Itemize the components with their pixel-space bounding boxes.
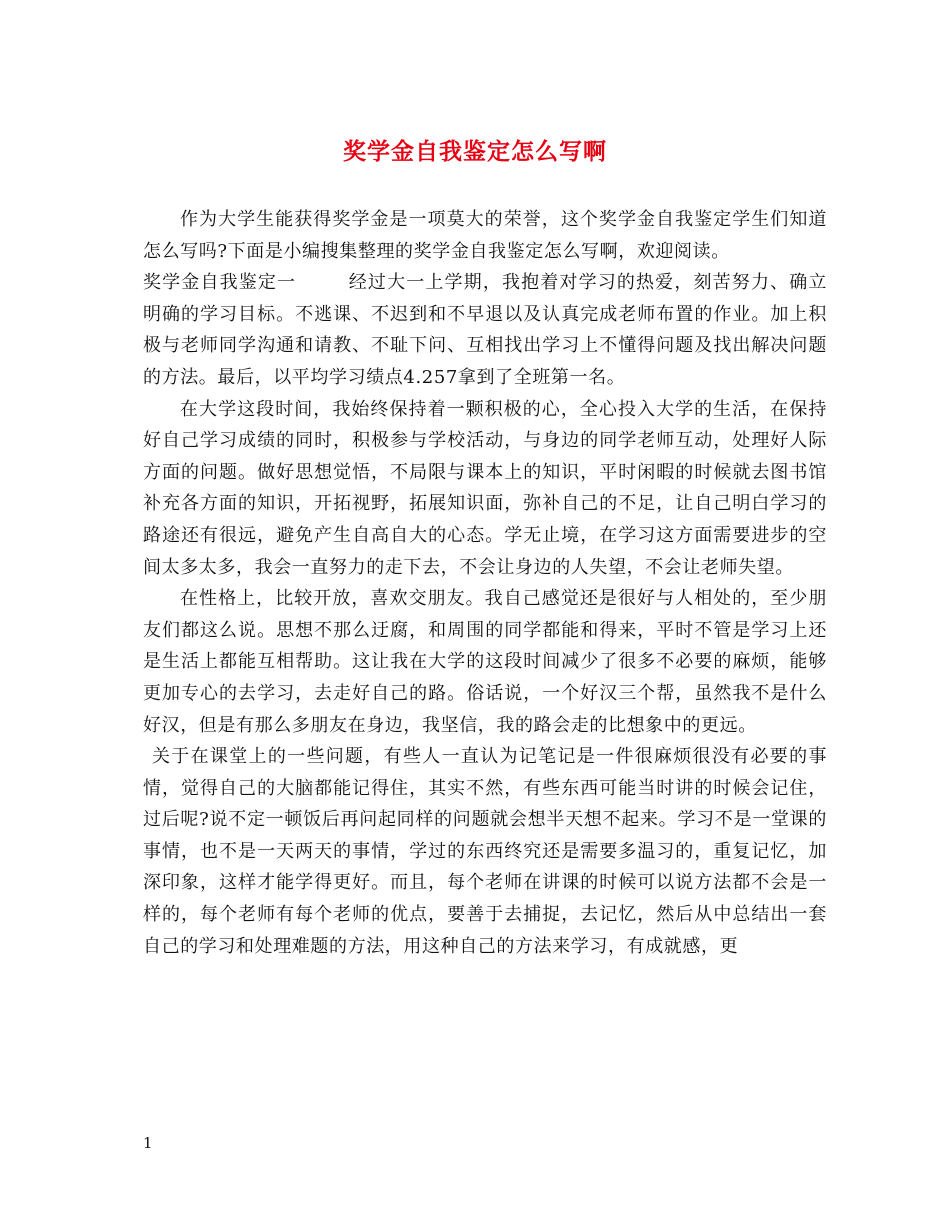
section-one-paragraph — [143, 267, 827, 393]
section-first-paragraph: 经过大一上学期，我抱着对学习的热爱，刻苦努力、确立明确的学习目标。不逃课、不迟到和不早退以及认真完成老师布置的作业。加上积极与老师同学沟通和请教、不耻下问、互相找出学习上不懂得问题及找出解决问题的方法。最后，以平均学习绩点4.257拿到了全班第一名。 — [143, 272, 827, 388]
document-title: 奖学金自我鉴定怎么写啊 — [343, 138, 607, 165]
paragraph-2: 在大学这段时间，我始终保持着一颗积极的心，全心投入大学的生活，在保持好自己学习成绩的同时，积极参与学校活动，与身边的同学老师互动，处理好人际方面的问题。做好思想觉悟，不局限与课本上的知识，平时闲暇的时候就去图书馆补充各方面的知识，开拓视野，拓展知识面，弥补自己的不足，让自己明白学习的路途还有很远，避免产生自高自大的心态。学无止境，在学习这方面需要进步的空间太多太多，我会一直努力的走下去，不会让身边的人失望，不会让老师失望。 — [143, 398, 827, 578]
paragraph-3: 在性格上，比较开放，喜欢交朋友。我自己感觉还是很好与人相处的，至少朋友们都这么说。思想不那么迂腐，和周围的同学都能和得来，平时不管是学习上还是生活上都能互相帮助。这让我在大学的这段时间减少了很多不必要的麻烦，能够更加专心的去学习，去走好自己的路。俗话说，一个好汉三个帮，虽然我不是什么好汉，但是有那么多朋友在身边，我坚信，我的路会走的比想象中的更远。 — [143, 588, 827, 736]
document-body — [143, 204, 827, 962]
paragraph-4: 关于在课堂上的一些问题，有些人一直认为记笔记是一件很麻烦很没有必要的事情，觉得自己的大脑都能记得住，其实不然，有些东西可能当时讲的时候会记住，过后呢?说不定一顿饭后再问起同样的问题就会想半天想不起来。学习不是一堂课的事情，也不是一天两天的事情，学过的东西终究还是需要多温习的，重复记忆，加深印象，这样才能学得更好。而且，每个老师在讲课的时候可以说方法都不会是一样的，每个老师有每个老师的优点，要善于去捕捉，去记忆，然后从中总结出一套自己的学习和处理难题的方法，用这种自己的方法来学习，有成就感，更 — [143, 746, 827, 957]
page-number: 1 — [143, 1134, 153, 1152]
section-heading: 奖学金自我鉴定一 — [143, 272, 297, 294]
intro-paragraph: 作为大学生能获得奖学金是一项莫大的荣誉，这个奖学金自我鉴定学生们知道怎么写吗?下面是小编搜集整理的奖学金自我鉴定怎么写啊，欢迎阅读。 — [143, 209, 827, 262]
